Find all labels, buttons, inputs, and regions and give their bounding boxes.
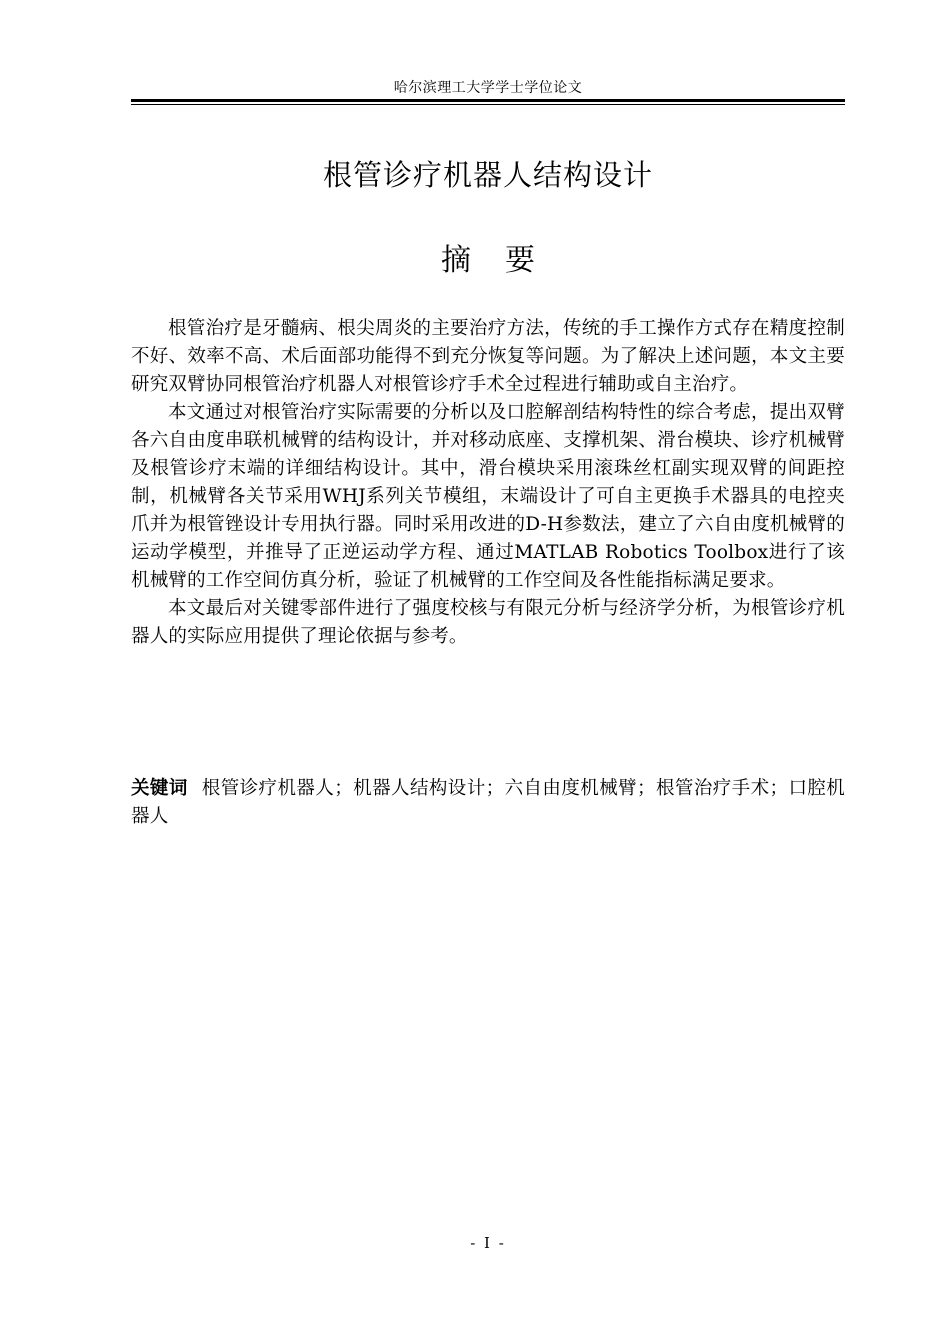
abstract-paragraph: 本文通过对根管治疗实际需要的分析以及口腔解剖结构特性的综合考虑，提出双臂各六自由度串联机械臂的结构设计，并对移动底座、支撑机架、滑台模块、诊疗机械臂及根管诊疗末端的详细结构设计。其中，滑台模块采用滚珠丝杠副实现双臂的间距控制，机械臂各关节采用WHJ系列关节模组，末端设计了可自主更换手术器具的电控夹爪并为根管锉设计专用执行器。同时采用改进的D-H参数法，建立了六自由度机械臂的运动学模型，并推导了正逆运动学方程、通过MATLAB Robotics Toolbox进行了该机械臂的工作空间仿真分析，验证了机械臂的工作空间及各性能指标满足要求。 (131, 402, 845, 591)
abstract-paragraph: 本文最后对关键零部件进行了强度校核与有限元分析与经济学分析，为根管诊疗机器人的实际应用提供了理论依据与参考。 (131, 598, 845, 647)
keywords (131, 775, 845, 831)
keywords-text: 根管诊疗机器人；机器人结构设计；六自由度机械臂；根管治疗手术；口腔机器人 (131, 778, 845, 827)
paper-title: 根管诊疗机器人结构设计 (322, 158, 653, 192)
abstract-heading: 摘要 (441, 243, 569, 278)
keywords-label: 关键词 (131, 778, 188, 799)
abstract-body (131, 315, 845, 651)
abstract-paragraph: 根管治疗是牙髓病、根尖周炎的主要治疗方法，传统的手工操作方式存在精度控制不好、效率不高、术后面部功能得不到充分恢复等问题。为了解决上述问题，本文主要研究双臂协同根管治疗机器人对根管诊疗手术全过程进行辅助或自主治疗。 (131, 318, 845, 395)
running-header: 哈尔滨理工大学学士学位论文 (393, 80, 583, 96)
page-number: - I - (470, 1234, 506, 1252)
header-rule (131, 99, 845, 105)
